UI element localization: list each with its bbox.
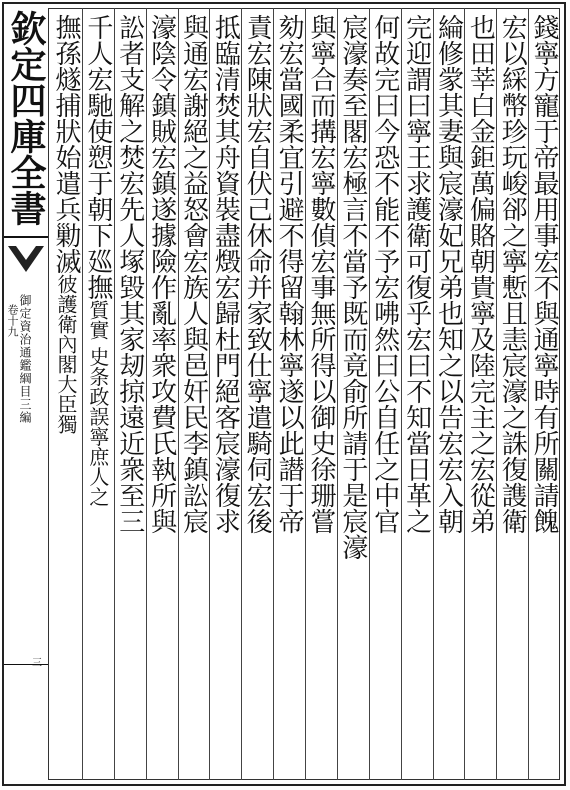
text-column: 綸修䝉其妻與宸濠妃兄弟也知之以告宏宏入朝 (433, 14, 464, 534)
text-column: 訟者支解之焚宏先人塚毀其家刼掠遠近衆至三 (114, 14, 145, 534)
text-column: 宏以綵幣珍玩峻郤之寧慙且恚宸濠之誅復謢衛 (497, 14, 528, 534)
text-column: 抵臨清焚其舟資裝盡燬宏歸杜門絕客宸濠復求 (210, 14, 241, 534)
text-column: 何故完曰今恐不能不予宏咈然曰公自任之中官 (369, 14, 400, 534)
text-column: 也田莘白金鉅萬偏賂朝貴寧及陸完主之宏從弟 (465, 14, 496, 534)
series-title: 欽定四庫全書 (5, 10, 47, 226)
column-annotation-text: 質實 史条政誤寧庶人之 (85, 300, 110, 507)
text-column: 與寧合而搆宏寧數偵宏事無所得以御史徐珊嘗 (305, 14, 336, 534)
leaf-number: 三 (32, 658, 42, 669)
text-column: 責宏陳狀宏自伏己休命并家致仕寧遣騎伺宏後 (242, 14, 273, 534)
margin-strip (4, 4, 46, 784)
text-column: 與通宏謝絕之益怒會宏族人與邑奸民李鎮訟宸 (178, 14, 209, 534)
book-title: 御定資治通鑑綱目三編 (18, 294, 32, 424)
column-annotation-text: 彼護衛內閣大臣獨 (53, 274, 78, 434)
text-column: 劾宏當國柔宜引避不得留翰林寧遂以此譛于帝 (274, 14, 305, 534)
column-main-text: 撫孫燧捕狀始遣兵勦滅 (50, 14, 81, 274)
text-column (45, 14, 87, 776)
margin-rule-top (4, 236, 48, 238)
column-main-text: 千人宏馳使愬于朝下廵撫 (82, 14, 113, 300)
text-column: 濠陰令鎮賊宏鎮遂據險作亂率衆攻費氏執所與 (146, 14, 177, 534)
fish-tail-icon (6, 242, 46, 282)
text-column: 完迎謂曰寧王求護衛可復乎宏曰不知當日革之 (401, 14, 432, 534)
juan-label: 卷十九 (6, 304, 19, 337)
text-column: 錢寧方寵于帝最用事宏不與通寧時有所關請餽 (529, 14, 560, 534)
text-column: 宸濠奏至閣宏極言不當予既而竟俞所請于是宸濠 (337, 14, 368, 560)
